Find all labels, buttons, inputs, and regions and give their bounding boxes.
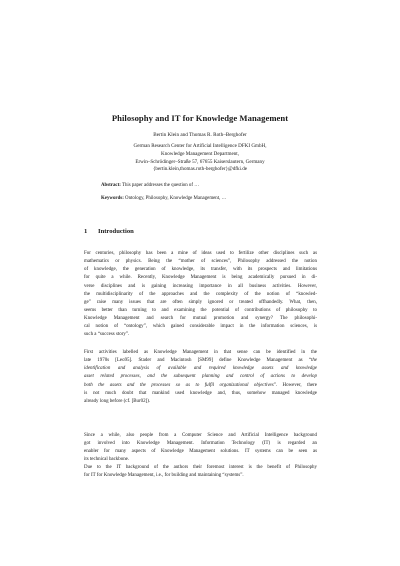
text-line: mathematics or physics. Being the “mother of sciences”, Philosophy addressed the notion — [84, 259, 317, 265]
abstract-text: This paper addresses the question of … — [120, 183, 200, 188]
text-line: ge” raise many issues that are often simply ignored or treated offhandedly. What, then, — [84, 299, 317, 305]
text-line: seems better than turning to and examining the potential of contributions of philosophy to — [84, 307, 317, 313]
paragraph-it — [84, 432, 317, 465]
text-line: cal notion of “ontology”, which gained considerable impact in the information sciences, is — [84, 324, 317, 330]
text-line: such a “success story”. — [84, 332, 130, 338]
section-title: Introduction — [98, 228, 134, 235]
author-emails: {bertin.klein,thomas.roth-berghofer}@dfki.de — [152, 166, 248, 173]
affiliation-block — [0, 143, 400, 174]
text-line: already long before (cf. [Bur02]). — [84, 398, 151, 404]
paper-title: Philosophy and IT for Knowledge Management — [111, 113, 289, 123]
text-line: verse disciplines and is gaining increasing importance in all business activities. However, — [84, 283, 317, 289]
quote-text: identification and analysis of available and required knowledge assets and knowledge — [84, 366, 317, 372]
section-heading — [84, 228, 134, 235]
text-line — [84, 373, 317, 381]
keywords-text: Ontology, Philosophy, Knowledge Management, … — [123, 196, 227, 201]
paragraph-intro — [84, 250, 317, 340]
abstract-label: Abstract: — [101, 183, 121, 188]
text-line: the multidisciplinarity of the approaches and the complexity of the notion of “knowled- — [84, 291, 317, 297]
quote-text: asset related processes, and the subsequent planning and control of actions to develop — [84, 374, 317, 380]
keywords-label: Keywords: — [101, 196, 124, 201]
text-line: of knowledge, the generation of knowledge, its transfer, with its prospects and limitations — [84, 267, 317, 273]
quote-text: both the assets and the processes so as to fulfil organizational objectives — [84, 382, 274, 388]
text-line — [84, 357, 317, 365]
text-line: Due to the IT background of the authors their foremost interest is the benefit of Philosophy — [84, 465, 317, 470]
text-line: Knowledge Management and search for mutual promotion and synergy? The philosophi- — [84, 316, 317, 322]
text-line — [84, 365, 317, 373]
text-fragment: late 1970s [Leo95]. Stader and Macintosh [SM99] define Knowledge Management as “ — [84, 358, 311, 364]
text-line: enabler for many aspects of Knowledge Management solutions. IT systems can be seen as — [84, 449, 317, 455]
affiliation-line: German Research Center for Artificial Intelligence DFKI GmbH, — [133, 143, 267, 149]
text-line: First activities labelled as Knowledge Management in that sense can be identified in the — [84, 350, 317, 355]
text-line: For centuries, philosophy has been a mine of ideas used to fertilize other disciplines such as — [84, 251, 317, 256]
keywords — [101, 196, 331, 201]
quote-text: the — [310, 358, 317, 364]
abstract — [101, 183, 331, 188]
text-line — [84, 382, 317, 390]
author-list: Bertin Klein and Thomas R. Roth–Berghofer — [153, 132, 247, 138]
paragraph-background — [84, 464, 317, 480]
affiliation-line: Erwin–Schrödinger–Straße 57, 67655 Kaiserslautern, Germany — [135, 158, 265, 165]
paragraph-history — [84, 349, 317, 406]
text-line: Since a while, also people from a Computer Science and Artificial Intelligence background — [84, 433, 317, 438]
text-line: is not much doubt that mankind used knowledge and, thus, somehow managed knowledge — [84, 390, 317, 396]
text-line: its technical backbone. — [84, 457, 130, 463]
section-number: 1 — [84, 228, 88, 235]
affiliation-line: Knowledge Management Department, — [161, 150, 239, 157]
text-line: for quite a while. Recently, Knowledge Management is being academically pursued in di- — [84, 275, 317, 281]
text-line: got involved into Knowledge Management. Information Technology (IT) is regarded an — [84, 441, 317, 447]
text-line: for IT for Knowledge Management, i.e., for building and maintaining “systems”. — [84, 473, 244, 479]
text-fragment: ”. However, there — [273, 382, 317, 388]
